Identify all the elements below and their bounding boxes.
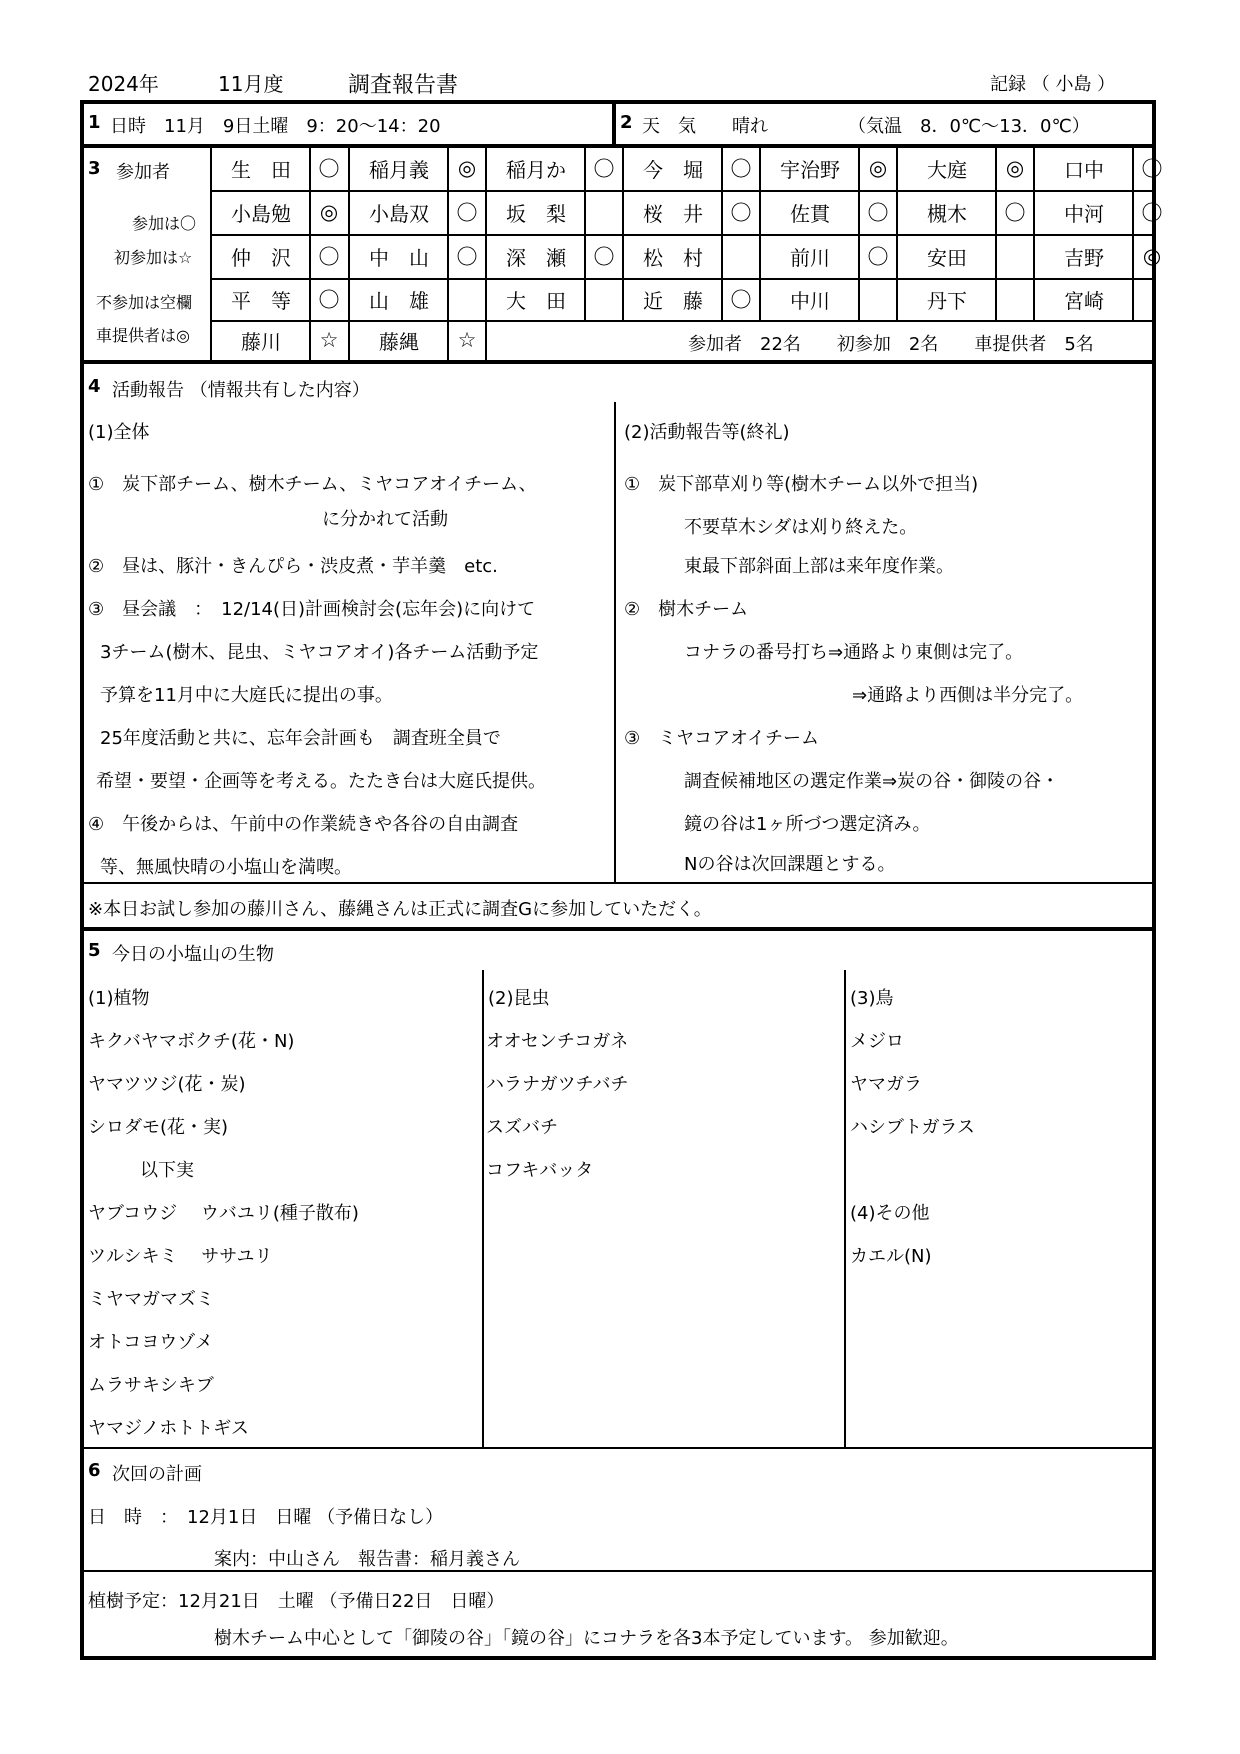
attendance-mark: 〇 bbox=[318, 288, 340, 312]
page-title: 調査報告書 bbox=[348, 73, 459, 98]
insect-item: ハラナガツチバチ bbox=[486, 1074, 629, 1095]
grid-line bbox=[485, 146, 487, 190]
planting-schedule: 植樹予定：12月21日 土曜 （予備日22日 日曜） bbox=[88, 1591, 505, 1612]
participant-name: 平 等 bbox=[231, 288, 291, 313]
grid-line bbox=[309, 146, 311, 190]
attendance-mark: 〇 bbox=[593, 245, 615, 269]
attendance-mark: 〇 bbox=[730, 288, 752, 312]
divider bbox=[80, 1447, 1156, 1449]
grid-line bbox=[759, 234, 761, 278]
grid-line bbox=[348, 146, 350, 190]
grid-line bbox=[210, 320, 1156, 322]
participant-name: 小島勉 bbox=[231, 201, 291, 226]
grid-line bbox=[622, 146, 624, 190]
weather: 天 気 晴れ bbox=[642, 116, 768, 137]
attendance-mark: 〇 bbox=[456, 201, 478, 225]
grid-line bbox=[309, 320, 311, 360]
insect-item: スズバチ bbox=[486, 1117, 558, 1138]
grid-line bbox=[447, 278, 449, 320]
grid-line bbox=[210, 278, 212, 320]
next-date: 日 時 ： 12月1日 日曜 （予備日なし） bbox=[88, 1507, 444, 1528]
plant-item: 以下実 bbox=[140, 1160, 194, 1181]
grid-line bbox=[584, 234, 586, 278]
insect-item: オオセンチコガネ bbox=[486, 1031, 629, 1052]
participant-name: 今 堀 bbox=[643, 157, 703, 182]
plant-item: ヤブコウジ ウバユリ(種子散布) bbox=[88, 1203, 359, 1224]
grid-line bbox=[584, 190, 586, 234]
grid-line bbox=[348, 320, 350, 360]
next-plan-title: 次回の計画 bbox=[112, 1464, 202, 1485]
section-2-label: 2 bbox=[620, 112, 633, 133]
grid-line bbox=[1154, 278, 1156, 320]
participant-name: 宇治野 bbox=[780, 157, 840, 182]
recorder: 記録 （ 小島 ） bbox=[990, 74, 1116, 95]
grid-line bbox=[447, 320, 449, 360]
participant-name: 稲月義 bbox=[369, 157, 429, 182]
overall-line: 希望・要望・企画等を考える。たたき台は大庭氏提供。 bbox=[96, 771, 546, 792]
divider bbox=[80, 927, 1156, 931]
attendance-mark: 〇 bbox=[730, 201, 752, 225]
planting-detail: 樹木チーム中心として「御陵の谷」「鏡の谷」にコナラを各3本予定しています。 参加歓迎。 bbox=[214, 1628, 959, 1649]
overall-line: 等、無風快晴の小塩山を満喫。 bbox=[100, 857, 352, 878]
closing-line: 不要草木シダは刈り終えた。 bbox=[684, 517, 918, 538]
participant-name: 佐貫 bbox=[790, 201, 830, 226]
section-3-label: 3 bbox=[88, 158, 101, 179]
divider bbox=[844, 970, 846, 1447]
participant-name: 槻木 bbox=[927, 201, 967, 226]
attendance-mark: ☆ bbox=[319, 328, 339, 352]
attendance-mark: ◎ bbox=[319, 200, 339, 224]
grid-line bbox=[759, 190, 761, 234]
birds-heading: (3)鳥 bbox=[850, 988, 894, 1009]
other-item: カエル(N) bbox=[850, 1246, 932, 1267]
overall-line: 3チーム(樹木、昆虫、ミヤコアオイ)各チーム活動予定 bbox=[100, 642, 539, 663]
section-1-label: 1 bbox=[88, 112, 101, 133]
divider bbox=[80, 360, 1156, 364]
grid-line bbox=[1033, 234, 1035, 278]
report-year: 2024年 bbox=[88, 72, 159, 96]
participant-name: 安田 bbox=[927, 245, 967, 270]
grid-line bbox=[858, 146, 860, 190]
attendance-mark bbox=[722, 234, 760, 278]
closing-line: 東最下部斜面上部は来年度作業。 bbox=[684, 556, 954, 577]
insect-item: コフキバッタ bbox=[486, 1160, 594, 1181]
divider bbox=[482, 970, 484, 1447]
grid-line bbox=[995, 146, 997, 190]
overall-line: に分かれて活動 bbox=[322, 509, 448, 530]
closing-line: ② 樹木チーム bbox=[624, 599, 749, 620]
plant-item: ツルシキミ ササユリ bbox=[88, 1246, 273, 1267]
datetime: 日時 11月 9日土曜 9：20～14：20 bbox=[110, 116, 441, 137]
participant-name: 近 藤 bbox=[643, 288, 703, 313]
participant-name: 桜 井 bbox=[643, 201, 703, 226]
grid-line bbox=[1154, 146, 1156, 190]
plant-item: ヤマツツジ(花・炭) bbox=[88, 1074, 246, 1095]
grid-line bbox=[210, 234, 1156, 236]
attendance-mark: 〇 bbox=[318, 245, 340, 269]
insects-heading: (2)昆虫 bbox=[488, 988, 550, 1009]
attendance-mark: ☆ bbox=[457, 328, 477, 352]
grid-line bbox=[1132, 278, 1134, 320]
attendance-mark: ◎ bbox=[1142, 244, 1162, 268]
attendance-mark: ◎ bbox=[457, 156, 477, 180]
grid-line bbox=[1154, 190, 1156, 234]
participant-name: 仲 沢 bbox=[231, 245, 291, 270]
closing-line: Nの谷は次回課題とする。 bbox=[684, 854, 896, 875]
plant-item: ミヤマガマズミ bbox=[88, 1289, 214, 1310]
divider bbox=[80, 882, 1156, 884]
attendance-mark: 〇 bbox=[867, 201, 889, 225]
section-6-label: 6 bbox=[88, 1460, 101, 1481]
grid-line bbox=[721, 278, 723, 320]
grid-line bbox=[759, 146, 761, 190]
grid-line bbox=[210, 146, 212, 190]
attendance-mark: 〇 bbox=[593, 157, 615, 181]
closing-line: ① 炭下部草刈り等(樹木チーム以外で担当) bbox=[624, 474, 979, 495]
attendance-mark bbox=[448, 278, 486, 320]
participants-title: 参加者 bbox=[116, 162, 170, 183]
grid-line bbox=[348, 234, 350, 278]
activity-note: ※本日お試し参加の藤川さん、藤縄さんは正式に調査Gに参加していただく。 bbox=[88, 899, 712, 920]
grid-line bbox=[896, 234, 898, 278]
participant-name: 深 瀬 bbox=[506, 245, 566, 270]
attendance-mark bbox=[996, 234, 1034, 278]
attendance-mark: 〇 bbox=[456, 245, 478, 269]
attendance-mark bbox=[585, 278, 623, 320]
attendance-mark: 〇 bbox=[867, 245, 889, 269]
grid-line bbox=[622, 190, 624, 234]
participant-summary: 参加者 22名 初参加 2名 車提供者 5名 bbox=[688, 334, 1094, 355]
participant-name: 中 山 bbox=[369, 245, 429, 270]
grid-line bbox=[309, 234, 311, 278]
plants-heading: (1)植物 bbox=[88, 988, 150, 1009]
grid-line bbox=[1132, 190, 1134, 234]
grid-line bbox=[622, 278, 624, 320]
activity-title: 活動報告 （情報共有した内容） bbox=[112, 380, 370, 401]
grid-line bbox=[995, 190, 997, 234]
closing-line: コナラの番号打ち⇒通路より東側は完了。 bbox=[684, 642, 1024, 663]
grid-line bbox=[759, 278, 761, 320]
section-5-label: 5 bbox=[88, 940, 101, 961]
closing-line: 鏡の谷は1ヶ所づつ選定済み。 bbox=[684, 814, 931, 835]
overall-line: ③ 昼会議 ： 12/14(日)計画検討会(忘年会)に向けて bbox=[88, 599, 536, 620]
plant-item: ムラサキシキブ bbox=[88, 1375, 214, 1396]
participant-name: 口中 bbox=[1064, 157, 1104, 182]
legend-car: 車提供者は◎ bbox=[96, 326, 190, 345]
grid-line bbox=[1132, 146, 1134, 190]
participant-name: 松 村 bbox=[643, 245, 703, 270]
section-4-label: 4 bbox=[88, 376, 101, 397]
grid-line bbox=[447, 190, 449, 234]
participant-name: 大庭 bbox=[927, 157, 967, 182]
bird-item: ハシブトガラス bbox=[850, 1117, 975, 1138]
species-title: 今日の小塩山の生物 bbox=[112, 944, 274, 965]
participant-name: 丹下 bbox=[927, 288, 967, 313]
grid-line bbox=[584, 278, 586, 320]
plant-item: キクバヤマボクチ(花・N) bbox=[88, 1031, 295, 1052]
other-heading: (4)その他 bbox=[850, 1203, 930, 1224]
grid-line bbox=[622, 234, 624, 278]
grid-line bbox=[485, 234, 487, 278]
grid-line bbox=[447, 146, 449, 190]
divider bbox=[614, 402, 616, 882]
attendance-mark bbox=[1133, 278, 1171, 320]
grid-line bbox=[721, 146, 723, 190]
attendance-mark: 〇 bbox=[1141, 157, 1163, 181]
grid-line bbox=[584, 146, 586, 190]
grid-line bbox=[1033, 278, 1035, 320]
participant-name: 藤縄 bbox=[379, 329, 419, 354]
grid-line bbox=[896, 146, 898, 190]
closing-line: ③ ミヤコアオイチーム bbox=[624, 728, 820, 749]
overall-line: 25年度活動と共に、忘年会計画も 調査班全員で bbox=[100, 728, 501, 749]
overall-line: ④ 午後からは、午前中の作業続きや各谷の自由調査 bbox=[88, 814, 519, 835]
grid-line bbox=[348, 190, 350, 234]
participant-name: 中川 bbox=[790, 288, 830, 313]
grid-line bbox=[1154, 234, 1156, 278]
grid-line bbox=[858, 190, 860, 234]
participant-name: 山 雄 bbox=[369, 288, 429, 313]
participant-name: 大 田 bbox=[506, 288, 566, 313]
grid-line bbox=[485, 278, 487, 320]
participant-name: 宮崎 bbox=[1064, 288, 1104, 313]
bird-item: メジロ bbox=[850, 1031, 904, 1052]
grid-line bbox=[1132, 234, 1134, 278]
participant-name: 前川 bbox=[790, 245, 830, 270]
closing-heading: (2)活動報告等(終礼) bbox=[624, 422, 790, 443]
grid-line bbox=[447, 234, 449, 278]
grid-line bbox=[309, 278, 311, 320]
overall-line: ② 昼は、豚汁・きんぴら・渋皮煮・芋羊羹 etc. bbox=[88, 556, 498, 577]
attendance-mark: 〇 bbox=[1141, 201, 1163, 225]
grid-line bbox=[896, 190, 898, 234]
attendance-mark: 〇 bbox=[1004, 201, 1026, 225]
grid-line bbox=[858, 234, 860, 278]
legend-absent: 不参加は空欄 bbox=[96, 293, 193, 312]
attendance-mark bbox=[859, 278, 897, 320]
grid-line bbox=[1033, 190, 1035, 234]
bird-item: ヤマガラ bbox=[850, 1074, 922, 1095]
participant-name: 藤川 bbox=[241, 329, 281, 354]
grid-line bbox=[485, 190, 487, 234]
grid-line bbox=[858, 278, 860, 320]
participant-name: 中河 bbox=[1064, 201, 1104, 226]
grid-line bbox=[485, 320, 487, 360]
grid-line bbox=[1033, 146, 1035, 190]
legend-attend: 参加は〇 bbox=[132, 214, 197, 233]
next-guide: 案内：中山さん 報告書：稲月義さん bbox=[214, 1549, 520, 1570]
grid-line bbox=[309, 190, 311, 234]
grid-line bbox=[210, 278, 1156, 280]
overall-line: ① 炭下部チーム、樹木チーム、ミヤコアオイチーム、 bbox=[88, 474, 537, 495]
plant-item: ヤマジノホトトギス bbox=[88, 1418, 249, 1439]
participant-name: 吉野 bbox=[1064, 245, 1104, 270]
participant-name: 坂 梨 bbox=[506, 201, 566, 226]
grid-line bbox=[210, 190, 212, 234]
attendance-mark: ◎ bbox=[1005, 156, 1025, 180]
attendance-mark bbox=[585, 190, 623, 234]
overall-line: 予算を11月中に大庭氏に提出の事。 bbox=[100, 685, 393, 706]
divider bbox=[612, 100, 616, 146]
grid-line bbox=[348, 278, 350, 320]
closing-line: ⇒通路より西側は半分完了。 bbox=[852, 685, 1084, 706]
grid-line bbox=[721, 190, 723, 234]
participant-name: 小島双 bbox=[369, 201, 429, 226]
report-month: 11月度 bbox=[218, 72, 284, 96]
legend-first: 初参加は☆ bbox=[114, 248, 193, 267]
participant-name: 生 田 bbox=[231, 157, 291, 182]
grid-line bbox=[210, 190, 1156, 192]
grid-line bbox=[995, 234, 997, 278]
attendance-mark: 〇 bbox=[318, 157, 340, 181]
grid-line bbox=[995, 278, 997, 320]
attendance-mark: ◎ bbox=[868, 156, 888, 180]
attendance-mark: 〇 bbox=[730, 157, 752, 181]
attendance-mark bbox=[996, 278, 1034, 320]
grid-line bbox=[210, 320, 212, 360]
temperature: （気温 8．0℃～13．0℃） bbox=[848, 116, 1090, 137]
participant-name: 稲月か bbox=[506, 157, 566, 182]
closing-line: 調査候補地区の選定作業⇒炭の谷・御陵の谷・ bbox=[684, 771, 1060, 792]
grid-line bbox=[896, 278, 898, 320]
plant-item: オトコヨウゾメ bbox=[88, 1332, 213, 1353]
grid-line bbox=[721, 234, 723, 278]
grid-line bbox=[210, 234, 212, 278]
plant-item: シロダモ(花・実) bbox=[88, 1117, 229, 1138]
overall-heading: (1)全体 bbox=[88, 422, 150, 443]
